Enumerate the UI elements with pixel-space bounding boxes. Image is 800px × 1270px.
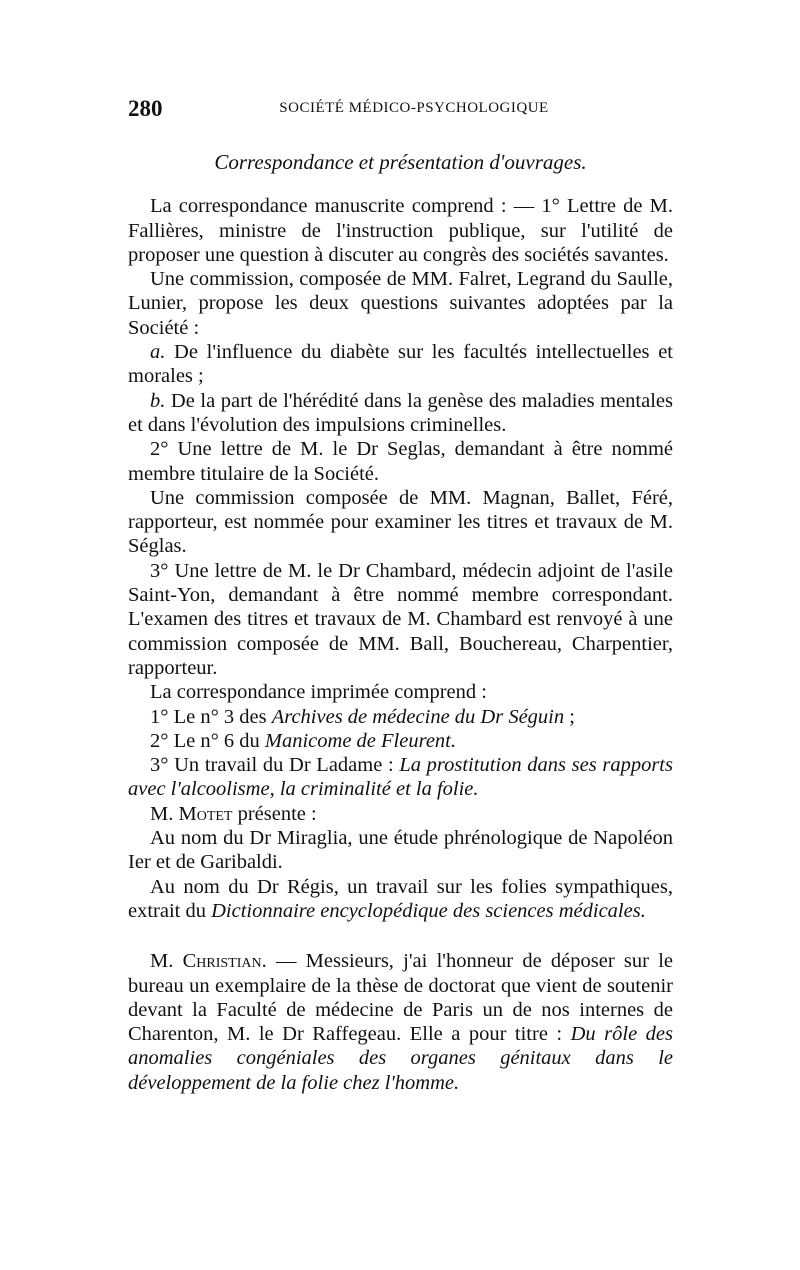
item-ladame-prefix: 3° Un travail du Dr Ladame : bbox=[150, 754, 400, 777]
page-number: 280 bbox=[128, 96, 163, 121]
paragraph-lettre-chambard: 3° Une lettre de M. le Dr Chambard, médecin adjoint de l'asile Saint-Yon, demandant à être nommé membre correspondant. L'examen des titres et travaux de M. Chambard est renvoyé à une commission composée de MM. Ball, Bouchereau, Charpentier, rapporteur. bbox=[128, 559, 673, 679]
motet-text: présente : bbox=[232, 802, 317, 825]
paragraph-item-ladame bbox=[128, 753, 673, 802]
item-ladame-title: La prostitution dans ses rapports avec l'alcoolisme, la criminalité et la folie. bbox=[128, 754, 673, 801]
paragraph-question-a bbox=[128, 340, 673, 389]
regis-prefix: Au nom du Dr Régis, un travail sur les folies sympathiques, extrait du bbox=[128, 875, 673, 922]
question-b-text: De la part de l'hérédité dans la genèse des maladies mentales et dans l'évolution des impulsions criminelles. bbox=[128, 389, 673, 436]
paragraph-commission-questions: Une commission, composée de MM. Falret, Legrand du Saulle, Lunier, propose les deux questions suivantes adoptées par la Société : bbox=[128, 268, 673, 339]
regis-title: Dictionnaire encyclopédique des sciences médicales. bbox=[211, 899, 646, 922]
page-body bbox=[128, 150, 673, 1095]
christian-text: — Messieurs, j'ai l'honneur de déposer sur le bureau un exemplaire de la thèse de doctorat que vient de soutenir devant la Faculté de médecine de Paris un de nos internes de Charenton, M. le Dr Raffegeau. Elle a pour titre : bbox=[128, 950, 673, 1046]
question-a-text: De l'influence du diabète sur les facultés intellectuelles et morales ; bbox=[128, 341, 673, 388]
paragraph-motet bbox=[128, 802, 673, 826]
paragraph-correspondance-imprimee: La correspondance imprimée comprend : bbox=[150, 681, 487, 704]
paragraph-christian bbox=[128, 949, 673, 1095]
paragraph-lettre-seglas: 2° Une lettre de M. le Dr Seglas, demandant à être nommé membre titulaire de la Société. bbox=[128, 438, 673, 485]
item-archives-prefix: 1° Le n° 3 des bbox=[150, 705, 272, 728]
item-manicome-prefix: 2° Le n° 6 du bbox=[150, 729, 265, 752]
question-b-marker: b. bbox=[150, 389, 166, 412]
speaker-christian: M. Christian. bbox=[150, 950, 267, 973]
paragraph-question-b bbox=[128, 389, 673, 438]
page-header bbox=[128, 96, 660, 126]
christian-thesis-title: Du rôle des anomalies congéniales des organes génitaux dans le développement de la folie chez l'homme. bbox=[128, 1023, 673, 1094]
paragraph-item-archives bbox=[128, 705, 673, 729]
paragraph-regis bbox=[128, 875, 673, 924]
speaker-motet: M. Motet bbox=[150, 802, 233, 825]
item-manicome-title: Manicome de Fleurent. bbox=[264, 729, 456, 752]
item-archives-title: Archives de médecine du Dr Séguin bbox=[271, 705, 565, 728]
paragraph-gap bbox=[128, 923, 673, 949]
question-a-marker: a. bbox=[150, 341, 166, 364]
paragraph-correspondance-manuscrite: La correspondance manuscrite comprend : — 1° Lettre de M. Fallières, ministre de l'instruction publique, sur l'utilité de proposer une question à discuter au congrès des sociétés savantes. bbox=[128, 195, 673, 266]
item-archives-suffix: ; bbox=[564, 705, 575, 728]
section-title: Correspondance et présentation d'ouvrages. bbox=[214, 150, 587, 174]
paragraph-item-manicome bbox=[128, 729, 673, 753]
running-head: SOCIÉTÉ MÉDICO-PSYCHOLOGIQUE bbox=[279, 100, 549, 116]
paragraph-commission-seglas: Une commission composée de MM. Magnan, Ballet, Féré, rapporteur, est nommée pour examiner les titres et travaux de M. Séglas. bbox=[128, 486, 673, 558]
paragraph-miraglia: Au nom du Dr Miraglia, une étude phrénologique de Napoléon Ier et de Garibaldi. bbox=[128, 827, 673, 874]
